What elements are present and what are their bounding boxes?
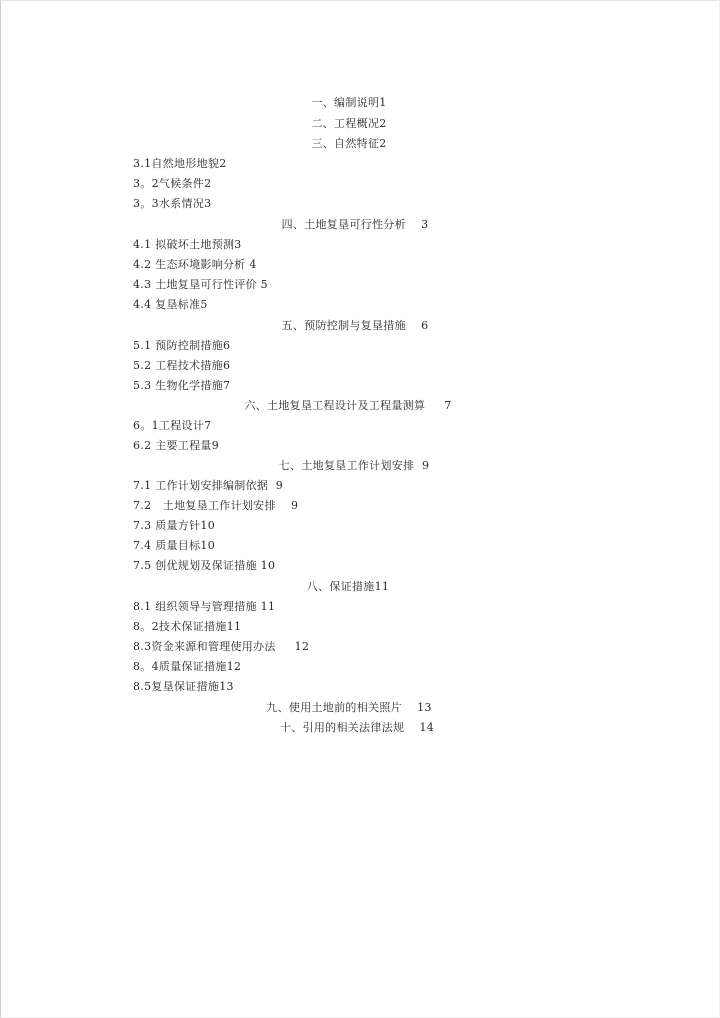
toc-entry-3-2: 3。2气候条件2 [133, 177, 212, 190]
toc-entry-7: 七、土地复垦工作计划安排 9 [278, 459, 430, 472]
toc-entry-8-5: 8.5复垦保证措施13 [133, 680, 234, 693]
toc-entry-7-5: 7.5 创优规划及保证措施 10 [133, 559, 276, 572]
toc-entry-10: 十、引用的相关法律法规 14 [279, 721, 435, 734]
toc-entry-6: 六、土地复垦工程设计及工程量测算 7 [244, 399, 452, 412]
toc-entry-4-3: 4.3 土地复垦可行性评价 5 [133, 278, 268, 291]
toc-entry-8: 八、保证措施11 [306, 580, 390, 593]
toc-entry-7-2: 7.2 土地复垦工作计划安排 9 [133, 499, 299, 512]
toc-entry-3-3: 3。3水系情况3 [133, 197, 212, 210]
toc-entry-4-2: 4.2 生态环境影响分析 4 [133, 258, 257, 271]
toc-entry-6-1: 6。1工程设计7 [133, 419, 212, 432]
toc-entry-7-4: 7.4 质量目标10 [133, 539, 215, 552]
toc-entry-8-4: 8。4质量保证措施12 [133, 660, 242, 673]
toc-entry-2: 二、工程概况2 [311, 117, 387, 130]
toc-entry-5-2: 5.2 工程技术措施6 [133, 359, 231, 372]
toc-entry-8-1: 8.1 组织领导与管理措施 11 [133, 600, 276, 613]
toc-entry-4-1: 4.1 拟破坏土地预测3 [133, 238, 242, 251]
toc-entry-8-3: 8.3资金来源和管理使用办法 12 [133, 640, 310, 653]
toc-entry-5: 五、预防控制与复垦措施 6 [281, 319, 429, 332]
toc-entry-5-1: 5.1 预防控制措施6 [133, 339, 231, 352]
toc-entry-1: 一、编制说明1 [311, 96, 387, 109]
toc-entry-7-1: 7.1 工作计划安排编制依据 9 [133, 479, 284, 492]
toc-entry-9: 九、使用土地前的相关照片 13 [266, 701, 432, 714]
toc-entry-5-3: 5.3 生物化学措施7 [133, 379, 231, 392]
toc-entry-3-1: 3.1自然地形地貌2 [133, 157, 227, 170]
toc-entry-7-3: 7.3 质量方针10 [133, 519, 215, 532]
toc-entry-4-4: 4.4 复垦标准5 [133, 298, 208, 311]
toc-entry-8-2: 8。2技术保证措施11 [133, 620, 242, 633]
toc-entry-6-2: 6.2 主要工程量9 [133, 439, 219, 452]
toc-entry-3: 三、自然特征2 [311, 137, 387, 150]
toc-entry-4: 四、土地复垦可行性分析 3 [281, 218, 429, 231]
